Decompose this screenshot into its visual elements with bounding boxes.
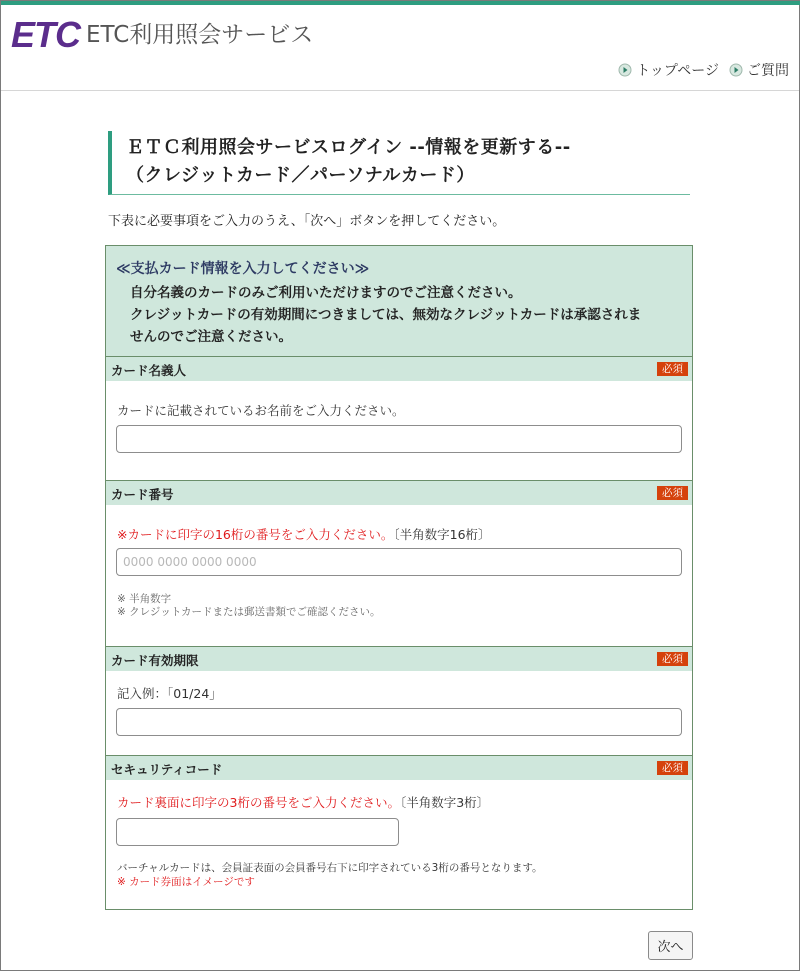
page-title (108, 131, 690, 195)
card-number-note: ※ 半角数字 (117, 593, 172, 605)
card-number-note: ※ クレジットカードまたは郵送書類でご確認ください。 (117, 606, 381, 618)
circle-arrow-icon (729, 63, 743, 77)
required-badge: 必須 (657, 362, 688, 376)
security-code-input[interactable] (116, 818, 399, 846)
security-code-instruction (117, 793, 489, 811)
faq-link-label: ご質問 (747, 63, 789, 79)
circle-arrow-icon (618, 63, 632, 77)
header-nav (618, 60, 789, 80)
section-body-security-code (106, 780, 692, 908)
card-info-form (105, 245, 693, 910)
card-number-format: 〔半角数字16桁〕 (393, 527, 491, 542)
security-code-instruction-red: カード裏面に印字の3桁の番号をご入力ください。 (117, 795, 400, 810)
notice-line: 自分名義のカードのみご利用いただけますのでご注意ください。 (130, 285, 522, 301)
faq-link[interactable] (729, 60, 789, 80)
card-number-label: カード番号 (111, 487, 174, 502)
notice-heading: ≪支払カード情報を入力してください≫ (116, 261, 370, 277)
section-header-security-code (106, 756, 692, 780)
card-expiry-input[interactable] (116, 708, 682, 736)
notice-line: クレジットカードの有効期間につきましては、無効なクレジットカードは承認されま (130, 307, 642, 323)
section-body-card-holder (106, 381, 692, 480)
notice-line: せんのでご注意ください。 (130, 329, 292, 345)
section-body-card-expiry (106, 671, 692, 755)
card-number-input[interactable] (116, 548, 682, 576)
site-name: ETC利用照会サービス (86, 22, 314, 48)
page-title-line2: （クレジットカード／パーソナルカード） (126, 165, 475, 186)
security-code-format: 〔半角数字3桁〕 (399, 795, 490, 810)
card-number-instruction-red: ※カードに印字の16桁の番号をご入力ください。 (117, 527, 394, 542)
required-badge: 必須 (657, 761, 688, 775)
card-holder-label: カード名義人 (111, 363, 187, 378)
top-page-link-label: トップページ (636, 63, 719, 79)
section-body-card-number (106, 505, 692, 646)
etc-logo-mark: ETC (11, 14, 80, 55)
required-badge: 必須 (657, 652, 688, 666)
virtual-card-note: バーチャルカードは、会員証表面の会員番号右下に印字されている3桁の番号となります。 (117, 862, 543, 874)
etc-logo[interactable] (9, 15, 313, 55)
required-badge: 必須 (657, 486, 688, 500)
card-image-note: ※ カード券面はイメージです (117, 876, 255, 888)
intro-text: 下表に必要事項をご入力のうえ、「次へ」ボタンを押してください。 (108, 214, 506, 229)
section-header-card-holder (106, 357, 692, 381)
card-expiry-label: カード有効期限 (111, 653, 199, 668)
card-holder-description: カードに記載されているお名前をご入力ください。 (117, 403, 405, 418)
page-title-line1: ＥＴＣ利用照会サービスログイン --情報を更新する-- (126, 137, 571, 158)
section-header-card-number (106, 481, 692, 505)
next-button[interactable]: 次へ (648, 931, 693, 960)
notice-box (106, 246, 692, 357)
card-expiry-example: 記入例：「01/24」 (117, 686, 222, 701)
security-code-label: セキュリティコード (111, 762, 223, 777)
card-holder-input[interactable] (116, 425, 682, 453)
section-header-card-expiry (106, 647, 692, 671)
top-page-link[interactable] (618, 60, 719, 80)
site-header (1, 5, 799, 91)
card-number-instruction (117, 525, 491, 543)
